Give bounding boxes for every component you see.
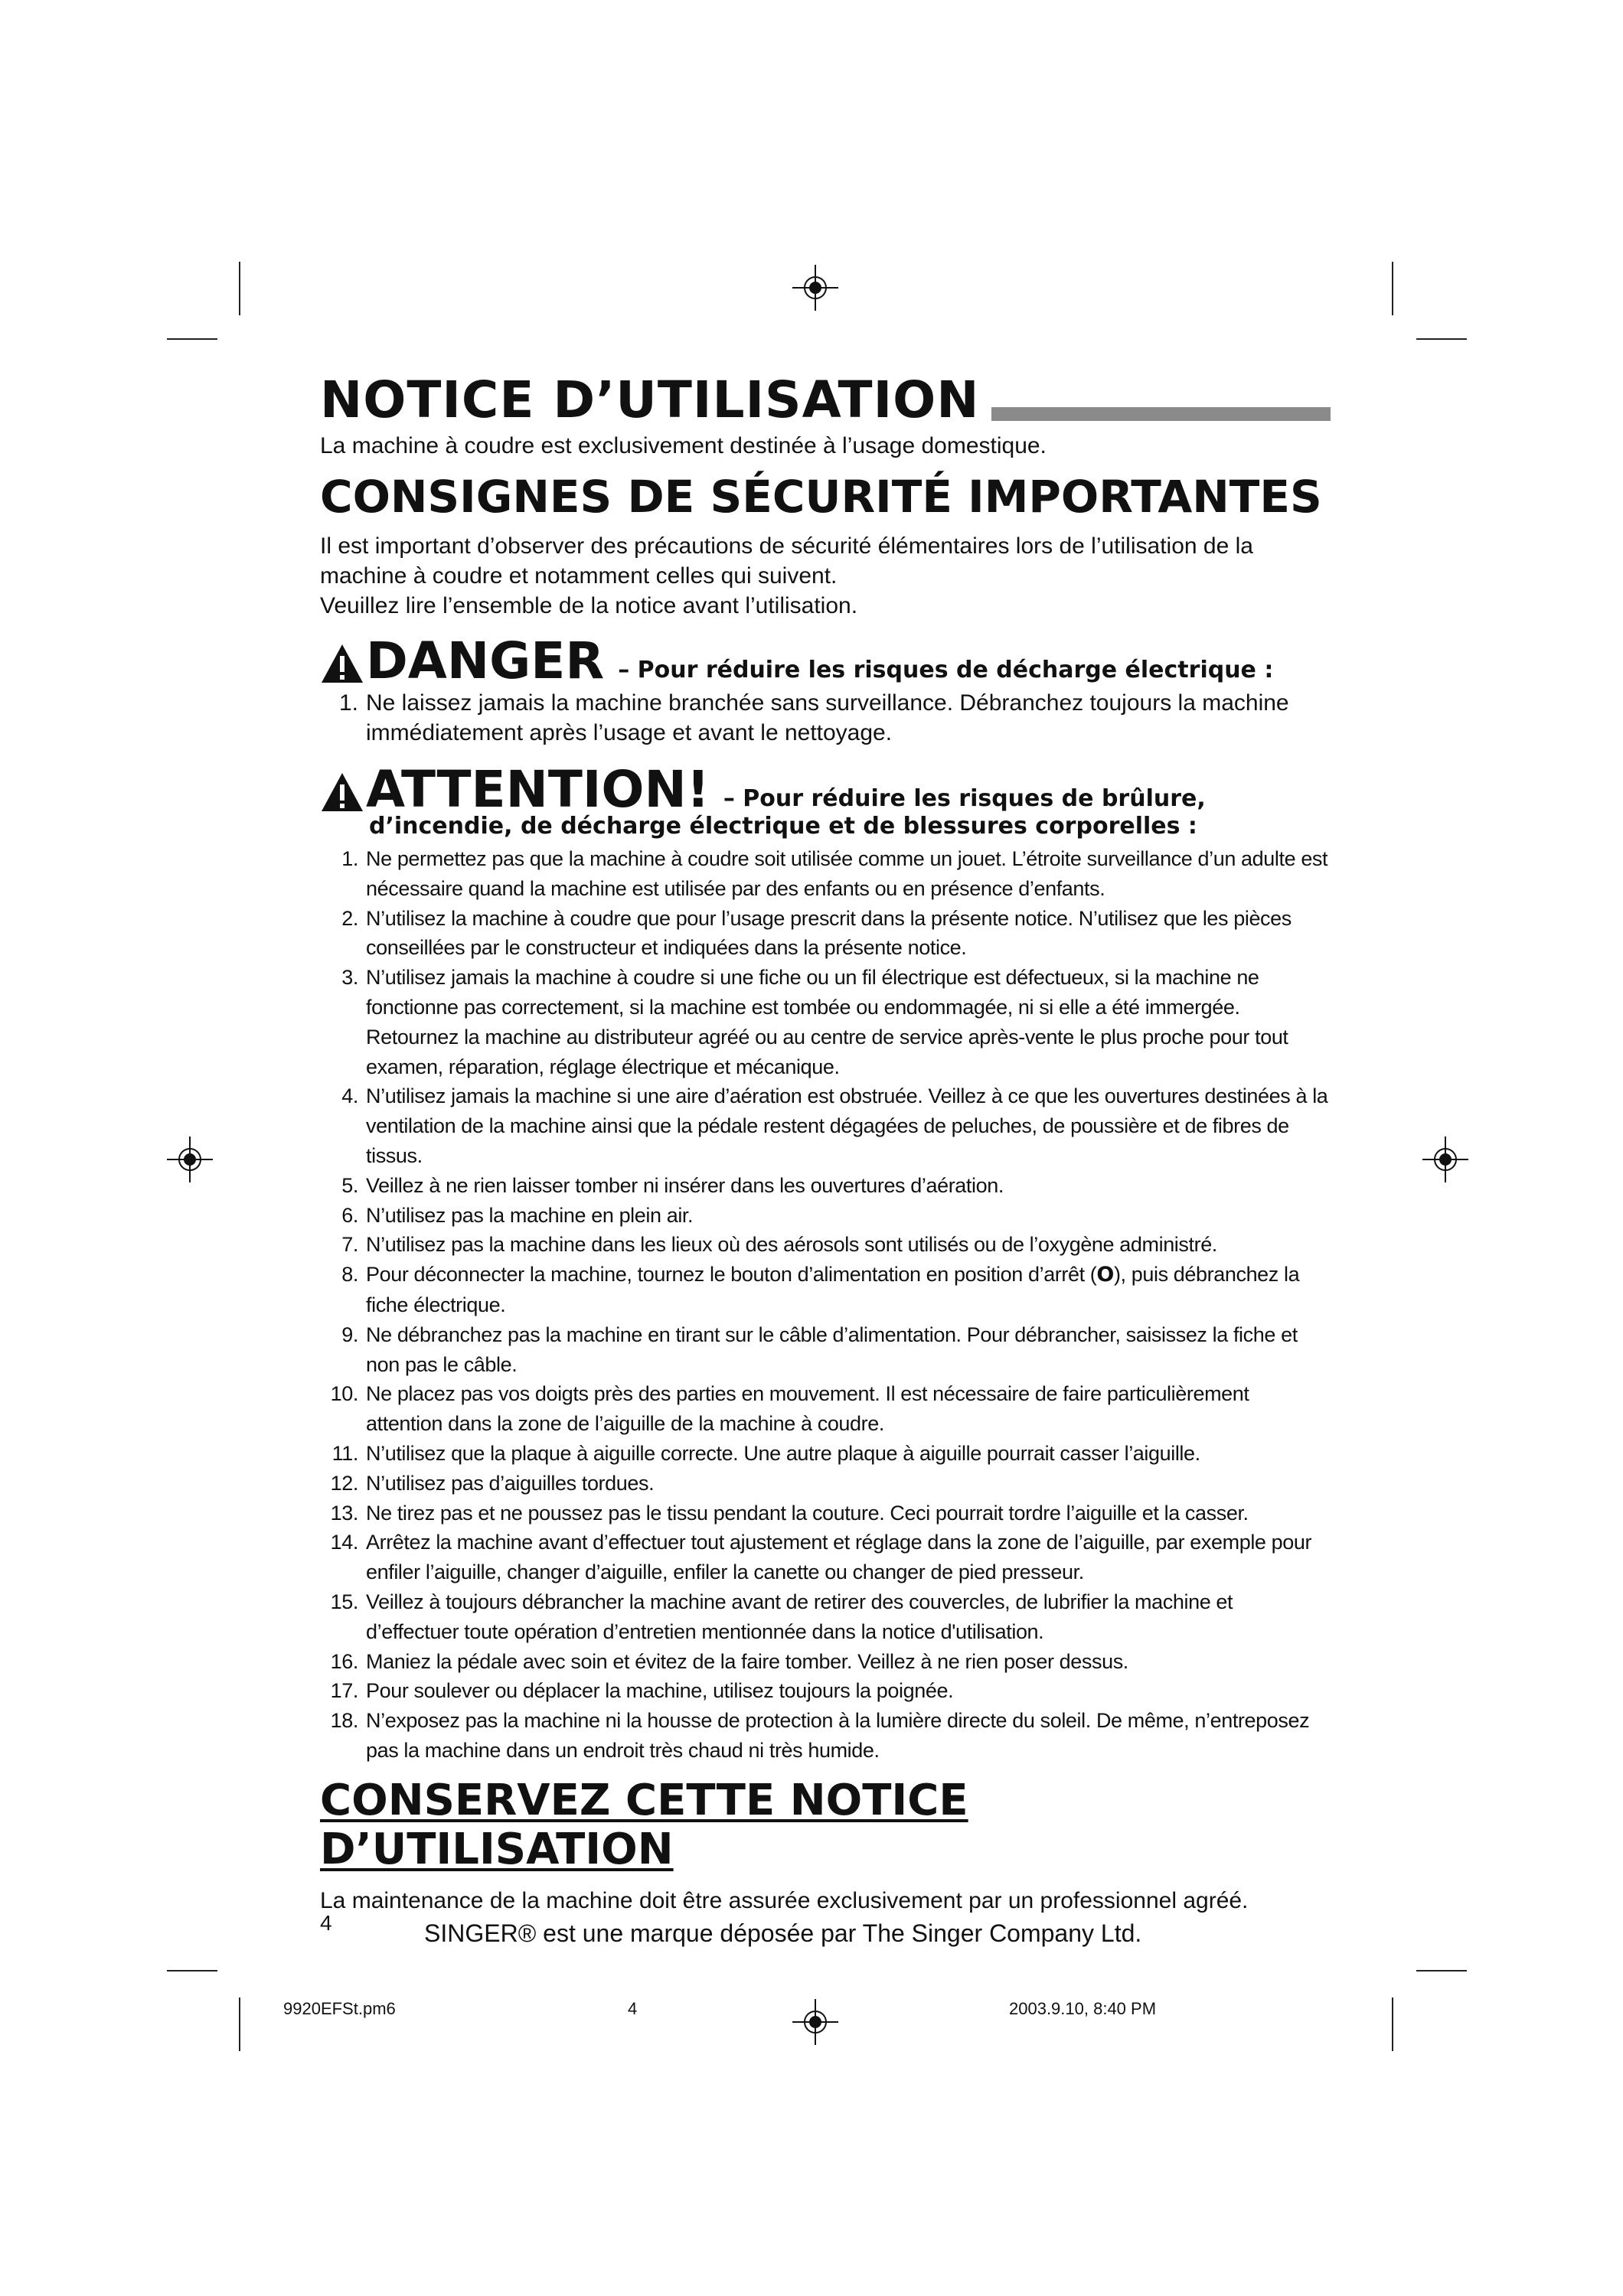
item-number: 1. bbox=[341, 847, 358, 870]
safety-heading: CONSIGNES DE SÉCURITÉ IMPORTANTES bbox=[320, 471, 1322, 523]
warning-triangle-icon bbox=[320, 642, 364, 685]
attention-word: ATTENTION! bbox=[366, 760, 710, 819]
item-text: N’utilisez pas d’aiguilles tordues. bbox=[366, 1471, 655, 1495]
list-item bbox=[320, 1469, 1331, 1499]
item-number: 12. bbox=[330, 1471, 358, 1495]
item-number: 6. bbox=[341, 1203, 358, 1227]
page-title bbox=[320, 370, 1331, 429]
item-text: Veillez à toujours débrancher la machine avant de retirer des couvercles, de lubrifier la machine et d’effectuer toute opération d’entretien mentionnée dans la notice d'utilisation. bbox=[366, 1590, 1233, 1643]
safety-intro-text: Il est important d’observer des précautions de sécurité élémentaires lors de l’utilisation de la machine à coudre et notamment celles qui suivent. bbox=[320, 533, 1253, 589]
item-number: 17. bbox=[330, 1679, 358, 1703]
list-item bbox=[320, 1320, 1331, 1380]
crop-mark bbox=[167, 1970, 217, 1971]
item-number: 7. bbox=[341, 1233, 358, 1257]
item-number: 11. bbox=[331, 1441, 358, 1465]
list-item bbox=[320, 1587, 1331, 1647]
list-item bbox=[320, 1499, 1331, 1528]
item-number: 16. bbox=[330, 1649, 358, 1673]
safety-intro bbox=[320, 531, 1331, 621]
item-text: N’utilisez que la plaque à aiguille correcte. Une autre plaque à aiguille pourrait casser l’aiguille. bbox=[366, 1441, 1200, 1465]
title-text: NOTICE D’UTILISATION bbox=[320, 370, 980, 429]
intro-text: La machine à coudre est exclusivement destinée à l’usage domestique. bbox=[320, 433, 1047, 458]
crop-mark bbox=[239, 1998, 240, 2051]
attention-subtitle: – Pour réduire les risques de brûlure, bbox=[723, 785, 1206, 812]
power-off-symbol: O bbox=[1096, 1263, 1114, 1287]
item-text: Ne tirez pas et ne poussez pas le tissu pendant la couture. Ceci pourrait tordre l’aiguille et la casser. bbox=[366, 1501, 1249, 1525]
list-item bbox=[320, 963, 1331, 1081]
danger-subtitle: – Pour réduire les risques de décharge électrique : bbox=[618, 657, 1274, 683]
list-item bbox=[320, 1706, 1331, 1766]
item-text: Ne laissez jamais la machine branchée sans surveillance. Débranchez toujours la machine immédiatement après l’usage et avant le nettoyage. bbox=[366, 690, 1289, 745]
list-item bbox=[320, 1676, 1331, 1706]
item-text: N’exposez pas la machine ni la housse de protection à la lumière directe du soleil. De même, n’entreposez pas la machine dans un endroit très chaud ni très humide. bbox=[366, 1709, 1310, 1762]
list-item bbox=[320, 1201, 1331, 1231]
list-item bbox=[320, 1439, 1331, 1469]
item-number: 10. bbox=[330, 1382, 358, 1406]
page-content bbox=[320, 370, 1331, 1948]
crop-mark bbox=[239, 262, 240, 315]
item-text: Arrêtez la machine avant d’effectuer tout ajustement et réglage dans la zone de l’aiguille, par exemple pour enfiler l’aiguille, changer d’aiguille, enfiler la canette ou changer de pied presseur. bbox=[366, 1531, 1312, 1584]
item-text: Ne permettez pas que la machine à coudre soit utilisée comme un jouet. L’étroite surveillance d’un adulte est nécessaire quand la machine est utilisée par des enfants ou en présence d’enfants. bbox=[366, 847, 1328, 900]
item-text: Maniez la pédale avec soin et évitez de la faire tomber. Veillez à ne rien poser dessus. bbox=[366, 1649, 1128, 1673]
slug-page: 4 bbox=[628, 1999, 638, 2018]
list-item bbox=[320, 1081, 1331, 1170]
crop-mark bbox=[1392, 1998, 1393, 2051]
page-number: 4 bbox=[320, 1911, 332, 1935]
danger-heading bbox=[320, 631, 1331, 690]
item-number: 13. bbox=[330, 1501, 358, 1525]
item-text: N’utilisez jamais la machine à coudre si une fiche ou un fil électrique est défectueux, si la machine ne fonctionne pas correctement, si la machine est tombée ou endommagée, ni si elle a été immergée. Retournez la machine au distributeur agréé ou au centre de service après-vente le plus proche pour tout examen, réparation, réglage électrique et mécanique. bbox=[366, 966, 1288, 1078]
registration-mark-icon bbox=[792, 265, 838, 311]
item-number: 8. bbox=[341, 1263, 358, 1287]
safety-intro-read-text: Veuillez lire l’ensemble de la notice avant l’utilisation. bbox=[320, 593, 858, 618]
crop-mark bbox=[1416, 338, 1467, 340]
crop-mark bbox=[1416, 1970, 1467, 1971]
item-number: 4. bbox=[341, 1084, 358, 1108]
slug-file: 9920EFSt.pm6 bbox=[283, 1999, 396, 2018]
attention-subtitle-line2: d’incendie, de décharge électrique et de blessures corporelles : bbox=[369, 813, 1197, 840]
item-text: Pour soulever ou déplacer la machine, utilisez toujours la poignée. bbox=[366, 1679, 954, 1703]
item-text: N’utilisez la machine à coudre que pour l’usage prescrit dans la présente notice. N’utilisez que les pièces conseillées par le constructeur et indiquées dans la présente notice. bbox=[366, 906, 1292, 960]
item-number: 18. bbox=[330, 1709, 358, 1733]
registration-mark-icon bbox=[792, 1999, 838, 2045]
registration-mark-icon bbox=[167, 1137, 213, 1182]
title-rule bbox=[991, 407, 1331, 421]
item-number: 9. bbox=[341, 1322, 358, 1346]
item-text-end: ), puis débranchez la fiche électrique. bbox=[366, 1263, 1300, 1316]
list-item bbox=[320, 904, 1331, 964]
list-item bbox=[320, 1379, 1331, 1439]
item-text: Veillez à ne rien laisser tomber ni insérer dans les ouvertures d’aération. bbox=[366, 1173, 1004, 1197]
item-text: Pour déconnecter la machine, tournez le bouton d’alimentation en position d’arrêt ( bbox=[366, 1263, 1097, 1287]
item-number: 15. bbox=[330, 1590, 358, 1613]
item-number: 14. bbox=[330, 1531, 358, 1554]
slug-date: 2003.9.10, 8:40 PM bbox=[1009, 1999, 1157, 2018]
list-item bbox=[320, 1171, 1331, 1201]
maintenance-text: La maintenance de la machine doit être assurée exclusivement par un professionnel agréé. bbox=[320, 1887, 1249, 1913]
item-text: N’utilisez pas la machine dans les lieux où des aérosols sont utilisés ou de l’oxygène administré. bbox=[366, 1233, 1217, 1257]
crop-mark bbox=[1392, 262, 1393, 315]
item-text: Ne placez pas vos doigts près des parties en mouvement. Il est nécessaire de faire particulièrement attention dans la zone de l’aiguille de la machine à coudre. bbox=[366, 1382, 1249, 1436]
item-number: 3. bbox=[341, 966, 358, 990]
list-item bbox=[320, 1647, 1331, 1677]
item-number: 2. bbox=[341, 906, 358, 930]
item-number: 5. bbox=[341, 1173, 358, 1197]
list-item bbox=[320, 1230, 1331, 1260]
item-text: N’utilisez jamais la machine si une aire d’aération est obstruée. Veillez à ce que les ouvertures destinées à la ventilation de la machine ainsi que la pédale restent dégagées de peluches, de poussière et de fibres de tissus. bbox=[366, 1084, 1328, 1167]
item-text: N’utilisez pas la machine en plein air. bbox=[366, 1203, 694, 1227]
list-item bbox=[320, 688, 1331, 748]
list-item bbox=[320, 844, 1331, 904]
danger-list bbox=[320, 688, 1331, 748]
danger-word: DANGER bbox=[366, 631, 605, 690]
item-text: Ne débranchez pas la machine en tirant sur le câble d’alimentation. Pour débrancher, saisissez la fiche et non pas le câble. bbox=[366, 1322, 1298, 1376]
keep-notice-heading: CONSERVEZ CETTE NOTICE D’UTILISATION bbox=[320, 1775, 968, 1874]
attention-list bbox=[320, 844, 1331, 1766]
warning-triangle-icon bbox=[320, 771, 364, 814]
attention-heading bbox=[320, 760, 1331, 819]
item-number: 1. bbox=[338, 690, 358, 716]
registration-mark-icon bbox=[1422, 1137, 1468, 1182]
trademark-text: SINGER® est une marque déposée par The Singer Company Ltd. bbox=[424, 1919, 1142, 1947]
list-item bbox=[320, 1260, 1331, 1320]
crop-mark bbox=[167, 338, 217, 340]
list-item bbox=[320, 1528, 1331, 1587]
